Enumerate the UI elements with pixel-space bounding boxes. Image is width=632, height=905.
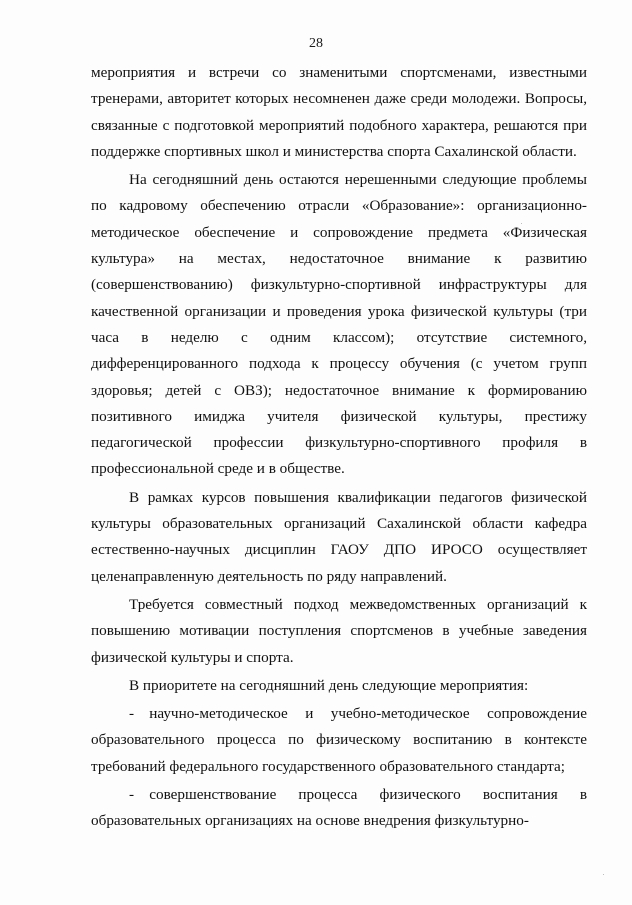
scan-speck bbox=[521, 223, 522, 224]
paragraph-interagency-approach: Требуется совместный подход межведомственных организаций к повышению мотивации поступления спортсменов в учебные заведения физической культуры и спорта. bbox=[91, 595, 587, 666]
page-number: 28 bbox=[309, 36, 323, 51]
paragraph-training-courses: В рамках курсов повышения квалификации педагогов физической культуры образовательных организаций Сахалинской области кафедра естественно-научных дисциплин ГАОУ ДПО ИРОСО осуществляет целенаправленную деятельность по ряду направлений. bbox=[91, 488, 587, 585]
paragraph-priorities-intro: В приоритете на сегодняшний день следующие мероприятия: bbox=[129, 676, 529, 694]
scan-speck bbox=[603, 874, 604, 875]
document-body bbox=[91, 60, 587, 835]
list-item-methodical-support: - научно-методическое и учебно-методическое сопровождение образовательного процесса по физическому воспитанию в контексте требований федерального государственного образовательного стандарта; bbox=[91, 705, 587, 775]
list-item-improvement: - совершенствование процесса физического воспитания в образовательных организациях на основе внедрения физкультурно- bbox=[91, 786, 587, 830]
paragraph-staffing-problems: На сегодняшний день остаются нерешенными следующие проблемы по кадровому обеспечению отрасли «Образование»: организационно-методическое обеспечение и сопровождение предмета «Физическая культура» на местах, недостаточное внимание к развитию (совершенствованию) физкультурно-спортивной инфраструктуры для качественной организации и проведения урока физической культуры (три часа в неделю с одним классом); отсутствие системного, дифференцированного подхода к процессу обучения (с учетом групп здоровья; детей с ОВЗ); недостаточное внимание к формированию позитивного имиджа учителя физической культуры, престижу педагогической профессии физкультурно-спортивного профиля в профессиональной среде и в обществе. bbox=[91, 171, 587, 478]
paragraph-continuation: мероприятия и встречи со знаменитыми спортсменами, известными тренерами, авторитет которых несомненен даже среди молодежи. Вопросы, связанные с подготовкой мероприятий подобного характера, решаются при поддержке спортивных школ и министерства спорта Сахалинской области. bbox=[91, 64, 587, 160]
